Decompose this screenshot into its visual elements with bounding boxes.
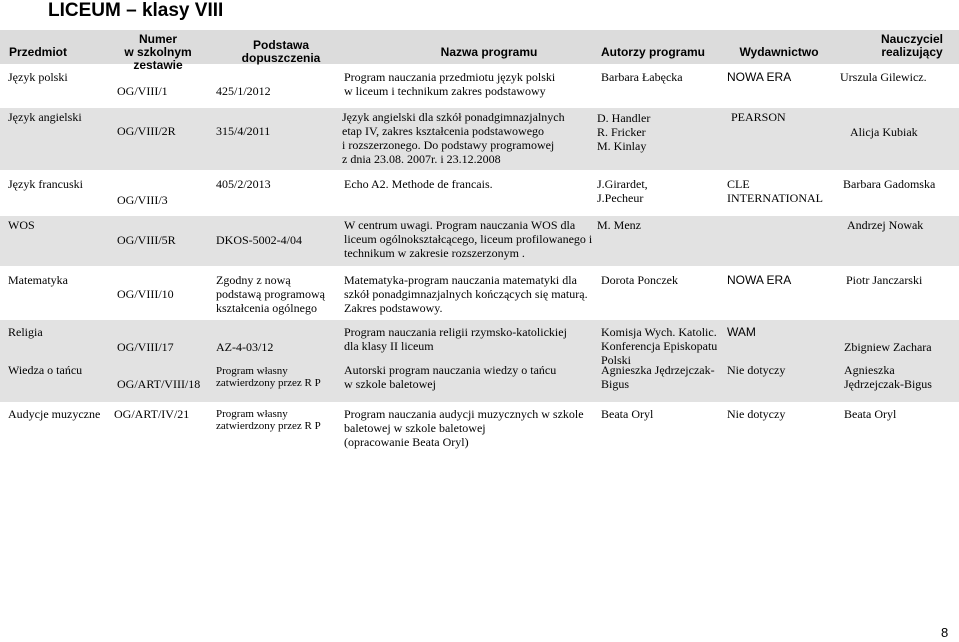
row3-nazwa: Echo A2. Methode de francais. bbox=[344, 177, 493, 191]
row4-numer: OG/VIII/5R bbox=[117, 233, 176, 247]
row2-podstawa: 315/4/2011 bbox=[216, 124, 271, 138]
row8-przedmiot: Audycje muzyczne bbox=[8, 407, 101, 421]
row7-nazwa: Autorski program nauczania wiedzy o tańcu w szkole baletowej bbox=[344, 363, 557, 391]
row2-przedmiot: Język angielski bbox=[8, 110, 82, 124]
row1-wydawnictwo: NOWA ERA bbox=[727, 70, 792, 84]
row7-autorzy: Agnieszka Jędrzejczak- Bigus bbox=[601, 363, 715, 391]
row6-podstawa: AZ-4-03/12 bbox=[216, 340, 274, 354]
row6-wydawnictwo: WAM bbox=[727, 325, 756, 339]
row7-wydawnictwo: Nie dotyczy bbox=[727, 363, 786, 377]
row4-przedmiot: WOS bbox=[8, 218, 35, 232]
row5-numer: OG/VIII/10 bbox=[117, 287, 174, 301]
row1-przedmiot: Język polski bbox=[8, 70, 68, 84]
page-title: LICEUM – klasy VIII bbox=[48, 0, 224, 21]
row8-nazwa: Program nauczania audycji muzycznych w szkole baletowej w szkole baletowej (opracowanie Beata Oryl) bbox=[344, 407, 584, 449]
row5-autorzy: Dorota Ponczek bbox=[601, 273, 678, 287]
row3-podstawa: 405/2/2013 bbox=[216, 177, 271, 191]
row8-wydawnictwo: Nie dotyczy bbox=[727, 407, 786, 421]
row7-podstawa: Program własny zatwierdzony przez R P bbox=[216, 365, 321, 389]
row5-podstawa: Zgodny z nową podstawą programową kształcenia ogólnego bbox=[216, 273, 325, 315]
row6-nazwa: Program nauczania religii rzymsko-katolickiej dla klasy II liceum bbox=[344, 325, 567, 353]
header-nauczyciel: Nauczyciel realizujący bbox=[880, 32, 944, 59]
row3-wydawnictwo: CLE INTERNATIONAL bbox=[727, 177, 823, 205]
header-nazwa-programu: Nazwa programu bbox=[440, 45, 538, 59]
row3-numer: OG/VIII/3 bbox=[117, 193, 168, 207]
page-number: 8 bbox=[941, 625, 949, 640]
row3-autorzy: J.Girardet, J.Pecheur bbox=[597, 177, 648, 205]
row5-nazwa: Matematyka-program nauczania matematyki dla szkół ponadgimnazjalnych kończących się maturą. Zakres podstawowy. bbox=[344, 273, 588, 315]
row6-autorzy: Komisja Wych. Katolic. Konferencja Episkopatu Polski bbox=[601, 325, 718, 367]
row2-numer: OG/VIII/2R bbox=[117, 124, 176, 138]
header-przedmiot: Przedmiot bbox=[8, 45, 67, 59]
row8-numer: OG/ART/IV/21 bbox=[114, 407, 190, 421]
row8-autorzy: Beata Oryl bbox=[601, 407, 654, 421]
row2-wydawnictwo: PEARSON bbox=[731, 110, 786, 124]
row7-numer: OG/ART/VIII/18 bbox=[117, 377, 201, 391]
row7-nauczyciel: Agnieszka Jędrzejczak-Bigus bbox=[844, 363, 932, 391]
header-wydawnictwo: Wydawnictwo bbox=[739, 45, 819, 59]
row3-przedmiot: Język francuski bbox=[8, 177, 83, 191]
row3-nauczyciel: Barbara Gadomska bbox=[843, 177, 936, 191]
row5-przedmiot: Matematyka bbox=[8, 273, 68, 287]
row4-podstawa: DKOS-5002-4/04 bbox=[216, 233, 302, 247]
row5-wydawnictwo: NOWA ERA bbox=[727, 273, 792, 287]
row2-autorzy: D. Handler R. Fricker M. Kinlay bbox=[597, 111, 651, 153]
row4-nazwa: W centrum uwagi. Program nauczania WOS dla liceum ogólnokształcącego, liceum profilowanego i technikum w zakresie rozszerzonym . bbox=[344, 218, 593, 260]
row2-nazwa: Język angielski dla szkół ponadgimnazjalnych etap IV, zakres kształcenia podstawowego i rozszerzonego. Do podstawy programowej z dnia 23.08. 2007r. i 23.12.2008 bbox=[342, 110, 565, 166]
row8-podstawa: Program własny zatwierdzony przez R P bbox=[216, 408, 321, 432]
row7-przedmiot: Wiedza o tańcu bbox=[8, 363, 83, 377]
row2-nauczyciel: Alicja Kubiak bbox=[850, 125, 918, 139]
row6-nauczyciel: Zbigniew Zachara bbox=[844, 340, 932, 354]
row1-nazwa: Program nauczania przedmiotu język polski w liceum i technikum zakres podstawowy bbox=[344, 70, 556, 98]
row8-nauczyciel: Beata Oryl bbox=[844, 407, 897, 421]
row1-autorzy: Barbara Łabęcka bbox=[601, 70, 683, 84]
row1-podstawa: 425/1/2012 bbox=[216, 84, 271, 98]
row4-nauczyciel: Andrzej Nowak bbox=[847, 218, 924, 232]
row4-autorzy: M. Menz bbox=[597, 218, 641, 232]
row5-nauczyciel: Piotr Janczarski bbox=[846, 273, 923, 287]
row6-numer: OG/VIII/17 bbox=[117, 340, 174, 354]
row6-przedmiot: Religia bbox=[8, 325, 43, 339]
header-numer: Numer w szkolnym zestawie bbox=[124, 32, 192, 72]
header-autorzy: Autorzy programu bbox=[600, 45, 705, 59]
row1-numer: OG/VIII/1 bbox=[117, 84, 168, 98]
row1-nauczyciel: Urszula Gilewicz. bbox=[840, 70, 927, 84]
header-podstawa: Podstawa dopuszczenia bbox=[241, 38, 321, 65]
